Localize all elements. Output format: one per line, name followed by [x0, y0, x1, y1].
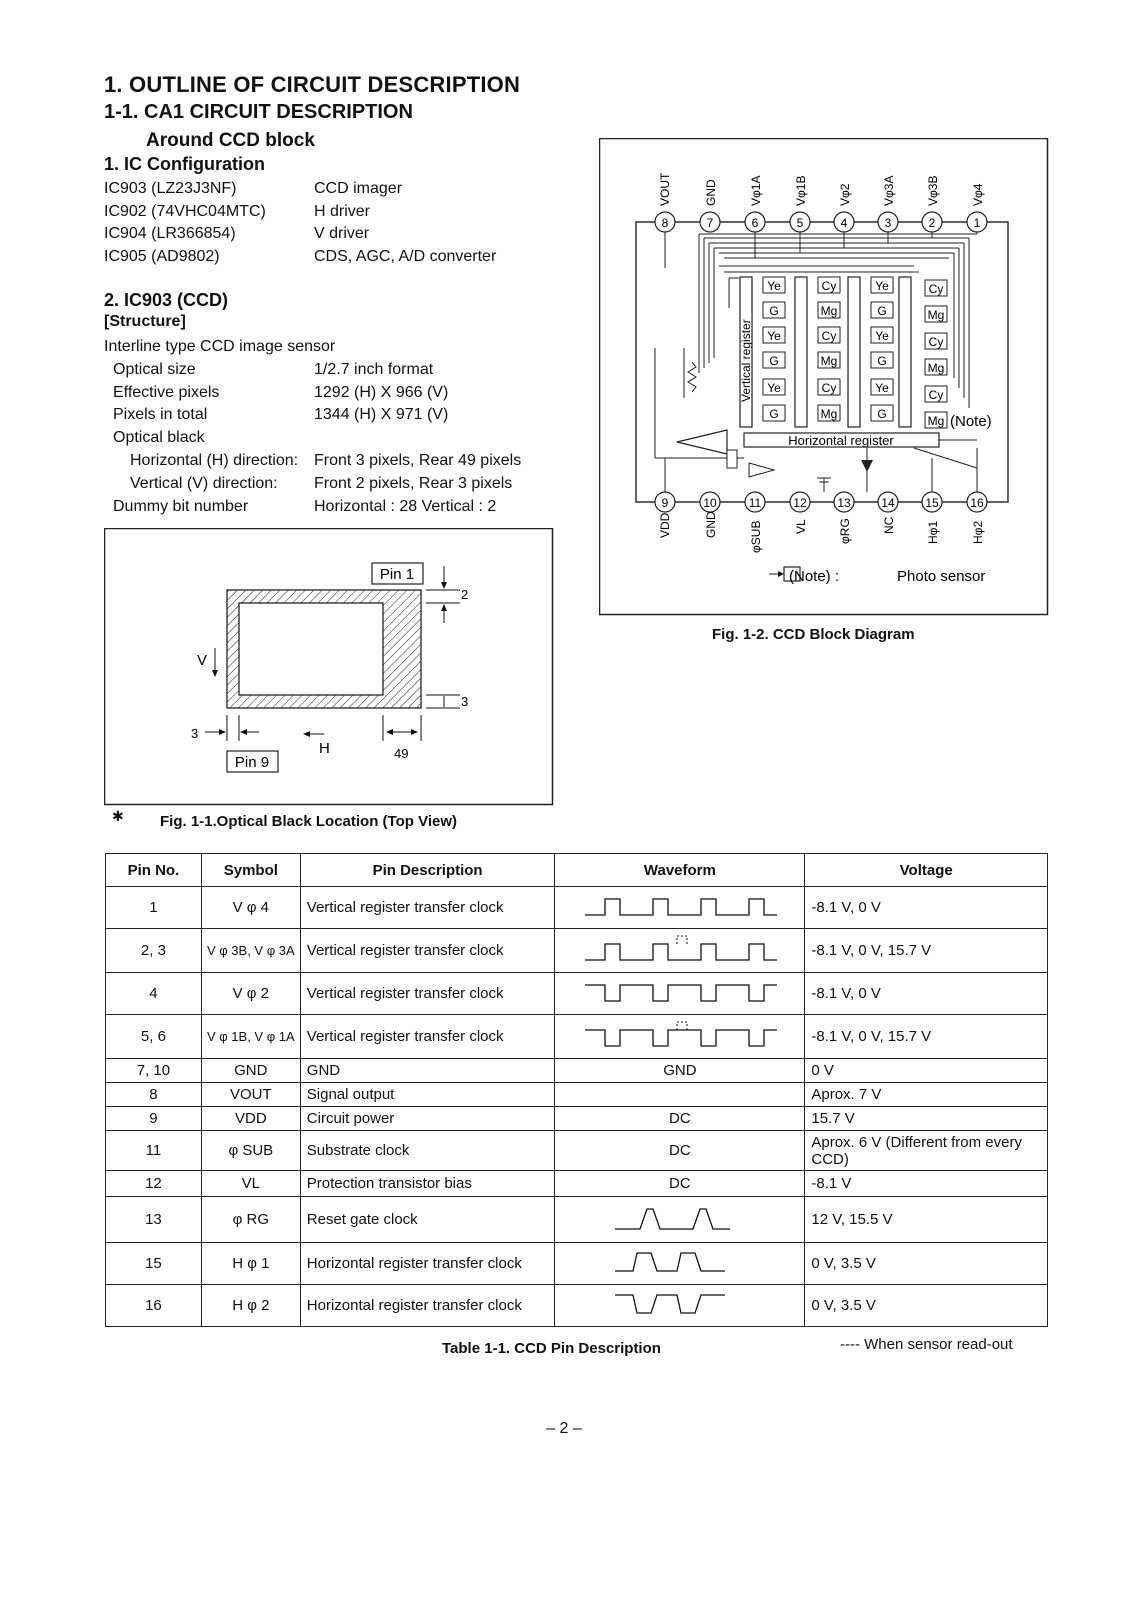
photo-sensor-cell: Mg: [927, 414, 945, 428]
photo-sensor-cell: G: [877, 407, 887, 421]
photo-sensor-cell: G: [769, 407, 779, 421]
table-row: 7, 10 GND GND GND 0 V: [106, 1059, 1048, 1083]
photo-sensor-cell: Ye: [875, 329, 889, 343]
dimension-label: 49: [394, 746, 409, 761]
pin-label: Hφ1: [926, 520, 940, 544]
table-row: 13 φ RG Reset gate clock 12 V, 15.5 V: [106, 1197, 1048, 1243]
subsection-heading: Around CCD block: [146, 130, 315, 151]
table-legend: ---- When sensor read-out: [840, 1336, 1013, 1353]
photo-sensor-cell: G: [877, 354, 887, 368]
fig1-caption: Fig. 1-1.Optical Black Location (Top View): [160, 813, 457, 830]
pin-label: NC: [882, 516, 896, 534]
table-row: 4 V φ 2 Vertical register transfer clock -8.1 V, 0 V: [106, 973, 1048, 1015]
photo-sensor-cell: Cy: [928, 388, 944, 402]
pin-number: 16: [970, 496, 984, 510]
pin-label: Vφ2: [838, 183, 852, 206]
pin-number: 1: [973, 216, 981, 230]
list-item: IC904 (LR366854) V driver: [104, 225, 370, 242]
pin-number: 10: [703, 496, 717, 510]
table-row: 8 VOUT Signal output Aprox. 7 V: [106, 1083, 1048, 1107]
page-number: – 2 –: [546, 1420, 582, 1437]
waveform: [565, 1247, 795, 1277]
photo-sensor-cell: Cy: [928, 282, 944, 296]
table-row: 5, 6 V φ 1B, V φ 1A Vertical register transfer clock -8.1 V, 0 V, 15.7 V: [106, 1015, 1048, 1059]
vertical-register-label: Vertical register: [739, 319, 753, 402]
pin-number: 4: [840, 216, 848, 230]
note-prefix: (Note) :: [789, 568, 840, 585]
photo-sensor-cell: Ye: [875, 381, 889, 395]
table-caption: Table 1-1. CCD Pin Description: [442, 1340, 661, 1357]
page-title: 1. OUTLINE OF CIRCUIT DESCRIPTION: [104, 72, 521, 97]
pin-label: φRG: [838, 518, 852, 544]
section-heading: 1-1. CA1 CIRCUIT DESCRIPTION: [104, 101, 413, 123]
pin-number: 3: [884, 216, 892, 230]
column-header: Pin No.: [106, 854, 202, 887]
column-header: Waveform: [555, 854, 805, 887]
pin-number: 9: [661, 496, 669, 510]
photo-sensor-cell: Mg: [927, 361, 945, 375]
ic-config-title: 1. IC Configuration: [104, 154, 265, 174]
photo-sensor-cell: G: [769, 304, 779, 318]
dimension-label: 3: [191, 726, 199, 741]
photo-sensor-cell: Mg: [820, 304, 838, 318]
table-row: 12 VL Protection transistor bias DC -8.1 V: [106, 1171, 1048, 1197]
pin-number: 2: [928, 216, 936, 230]
pin-label: Hφ2: [971, 520, 985, 544]
structure-label: [Structure]: [104, 313, 186, 330]
pin-number: 5: [796, 216, 804, 230]
h-direction-label: H: [319, 740, 330, 757]
pin-label: Vφ4: [971, 183, 985, 206]
photo-sensor-cell: Mg: [820, 407, 838, 421]
ccd-pin-table: [105, 853, 1048, 1327]
list-item: Dummy bit number Horizontal : 28 Vertical : 2: [113, 497, 497, 515]
pin-label: VL: [794, 519, 808, 534]
list-item: Optical black: [113, 429, 205, 447]
v-direction-label: V: [197, 652, 208, 669]
pin-number: 11: [748, 496, 762, 510]
pin-label: Vφ3B: [926, 175, 940, 206]
waveform: [565, 891, 795, 921]
waveform: [565, 932, 795, 966]
photo-sensor-cell: Mg: [820, 354, 838, 368]
ccd-block-diagram: [599, 138, 1049, 616]
photo-sensor-cell: Cy: [821, 329, 837, 343]
pin1-label: Pin 1: [379, 566, 415, 583]
pin-number: 7: [706, 216, 714, 230]
effective-pixel-area: [239, 603, 383, 695]
list-item: Optical size 1/2.7 inch format: [113, 360, 434, 378]
photo-sensor-cell: G: [877, 304, 887, 318]
bullet-mark: ✱: [112, 808, 124, 824]
table-header-row: [106, 854, 1048, 887]
pin-number: 8: [661, 216, 669, 230]
waveform: [565, 977, 795, 1007]
table-row: 2, 3 V φ 3B, V φ 3A Vertical register transfer clock -8.1 V, 0 V, 15.7 V: [106, 929, 1048, 973]
pin-label: Vφ3A: [882, 175, 896, 206]
pin-number: 15: [925, 496, 939, 510]
waveform: [565, 1201, 795, 1235]
photo-sensor-cell: Mg: [927, 308, 945, 322]
pin-label: φSUB: [749, 520, 763, 553]
photo-sensor-cell: Cy: [821, 381, 837, 395]
pin9-label: Pin 9: [234, 754, 270, 771]
list-item: Effective pixels 1292 (H) X 966 (V): [113, 383, 449, 401]
ic903-title: 2. IC903 (CCD): [104, 290, 229, 310]
waveform: [565, 1018, 795, 1052]
list-item: Vertical (V) direction: Front 2 pixels, Rear 3 pixels: [130, 474, 513, 492]
pin-label: VDD: [658, 512, 672, 538]
pin-number: 13: [837, 496, 851, 510]
note-tag: (Note): [950, 413, 992, 430]
pin-label: VOUT: [658, 172, 672, 206]
optical-black-figure: [104, 528, 554, 806]
photo-sensor-cell: Cy: [928, 335, 944, 349]
structure-list: [104, 336, 521, 518]
photo-sensor-cell: G: [769, 354, 779, 368]
photo-sensor-cell: Ye: [875, 279, 889, 293]
pin-number: 6: [751, 216, 759, 230]
list-item: Horizontal (H) direction: Front 3 pixels, Rear 49 pixels: [130, 451, 522, 469]
dimension-label: 3: [461, 694, 469, 709]
pin-label: Vφ1A: [749, 175, 763, 206]
list-item: IC903 (LZ23J3NF) CCD imager: [104, 180, 403, 197]
list-item: IC902 (74VHC04MTC) H driver: [104, 202, 371, 220]
photo-sensor-cell: Cy: [821, 279, 837, 293]
column-header: Symbol: [201, 854, 300, 887]
photo-sensor-cell: Ye: [767, 381, 781, 395]
table-row: 1 V φ 4 Vertical register transfer clock -8.1 V, 0 V: [106, 887, 1048, 929]
horizontal-register-label: Horizontal register: [788, 433, 894, 448]
table-row: 9 VDD Circuit power DC 15.7 V: [106, 1107, 1048, 1131]
photo-sensor-cell: Ye: [767, 279, 781, 293]
photo-sensor-cell: Ye: [767, 329, 781, 343]
pin-label: Vφ1B: [794, 175, 808, 206]
pin-number: 14: [881, 496, 895, 510]
table-row: 15 H φ 1 Horizontal register transfer clock 0 V, 3.5 V: [106, 1243, 1048, 1285]
pin-label: GND: [704, 511, 718, 538]
pin-label: GND: [704, 179, 718, 206]
dimension-label: 2: [461, 587, 469, 602]
table-row: 16 H φ 2 Horizontal register transfer clock 0 V, 3.5 V: [106, 1285, 1048, 1327]
column-header: Pin Description: [300, 854, 555, 887]
ic-config-list: [104, 178, 496, 268]
list-item: Pixels in total 1344 (H) X 971 (V): [113, 406, 449, 424]
column-header: Voltage: [805, 854, 1048, 887]
table-row: 11 φ SUB Substrate clock DC Aprox. 6 V (Different from every CCD): [106, 1131, 1048, 1171]
note-text: Photo sensor: [897, 568, 986, 585]
fig2-caption: Fig. 1-2. CCD Block Diagram: [712, 626, 915, 643]
list-item: IC905 (AD9802) CDS, AGC, A/D converter: [104, 247, 497, 265]
structure-intro: Interline type CCD image sensor: [104, 338, 336, 355]
pin-number: 12: [793, 496, 807, 510]
waveform: [565, 1289, 795, 1319]
